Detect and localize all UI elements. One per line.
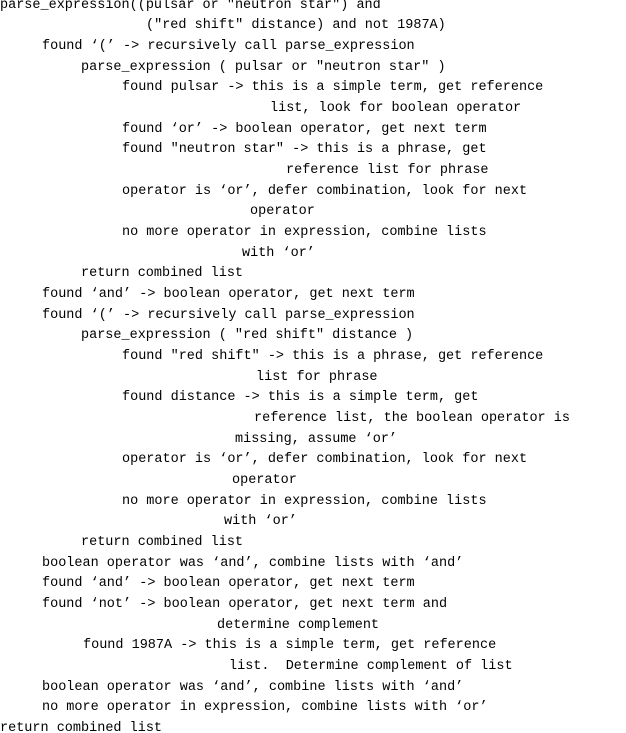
trace-line: found 1987A -> this is a simple term, get reference: [83, 638, 497, 653]
trace-line: parse_expression ( "red shift" distance ): [81, 328, 414, 343]
trace-line: no more operator in expression, combine lists: [122, 225, 487, 240]
trace-line: list for phrase: [256, 370, 378, 385]
trace-line: operator is ‘or’, defer combination, look for next: [122, 184, 528, 199]
trace-line: return combined list: [0, 721, 163, 733]
trace-line: found ‘(’ -> recursively call parse_expression: [42, 39, 415, 54]
trace-line: no more operator in expression, combine lists with ‘or’: [42, 700, 488, 715]
trace-line: parse_expression ( pulsar or "neutron star" ): [81, 60, 446, 75]
trace-line: list. Determine complement of list: [229, 659, 513, 674]
trace-line: found distance -> this is a simple term, get: [122, 390, 479, 405]
trace-line: reference list for phrase: [286, 163, 489, 178]
trace-line: operator: [232, 473, 297, 488]
trace-line: parse_expression((pulsar or "neutron star") and: [0, 0, 381, 13]
trace-line: found ‘and’ -> boolean operator, get next term: [42, 287, 415, 302]
trace-line: determine complement: [217, 618, 380, 633]
trace-line: with ‘or’: [224, 514, 297, 529]
trace-line: list, look for boolean operator: [270, 101, 522, 116]
trace-line: return combined list: [81, 535, 244, 550]
trace-line: operator: [250, 204, 315, 219]
trace-line: operator is ‘or’, defer combination, look for next: [122, 452, 528, 467]
trace-line: found ‘and’ -> boolean operator, get next term: [42, 576, 415, 591]
trace-line: boolean operator was ‘and’, combine lists with ‘and’: [42, 680, 464, 695]
trace-line: with ‘or’: [242, 246, 315, 261]
trace-line: found "neutron star" -> this is a phrase, get: [122, 142, 487, 157]
trace-line: return combined list: [81, 266, 244, 281]
trace-line: no more operator in expression, combine lists: [122, 494, 487, 509]
trace-line: found ‘(’ -> recursively call parse_expression: [42, 308, 415, 323]
trace-line: found "red shift" -> this is a phrase, get reference: [122, 349, 544, 364]
trace-line: ("red shift" distance) and not 1987A): [146, 18, 446, 33]
trace-line: boolean operator was ‘and’, combine lists with ‘and’: [42, 556, 464, 571]
trace-line: missing, assume ‘or’: [235, 432, 398, 447]
trace-line: reference list, the boolean operator is: [254, 411, 570, 426]
trace-line: found ‘not’ -> boolean operator, get next term and: [42, 597, 448, 612]
trace-line: found pulsar -> this is a simple term, get reference: [122, 80, 544, 95]
trace-line: found ‘or’ -> boolean operator, get next term: [122, 122, 487, 137]
